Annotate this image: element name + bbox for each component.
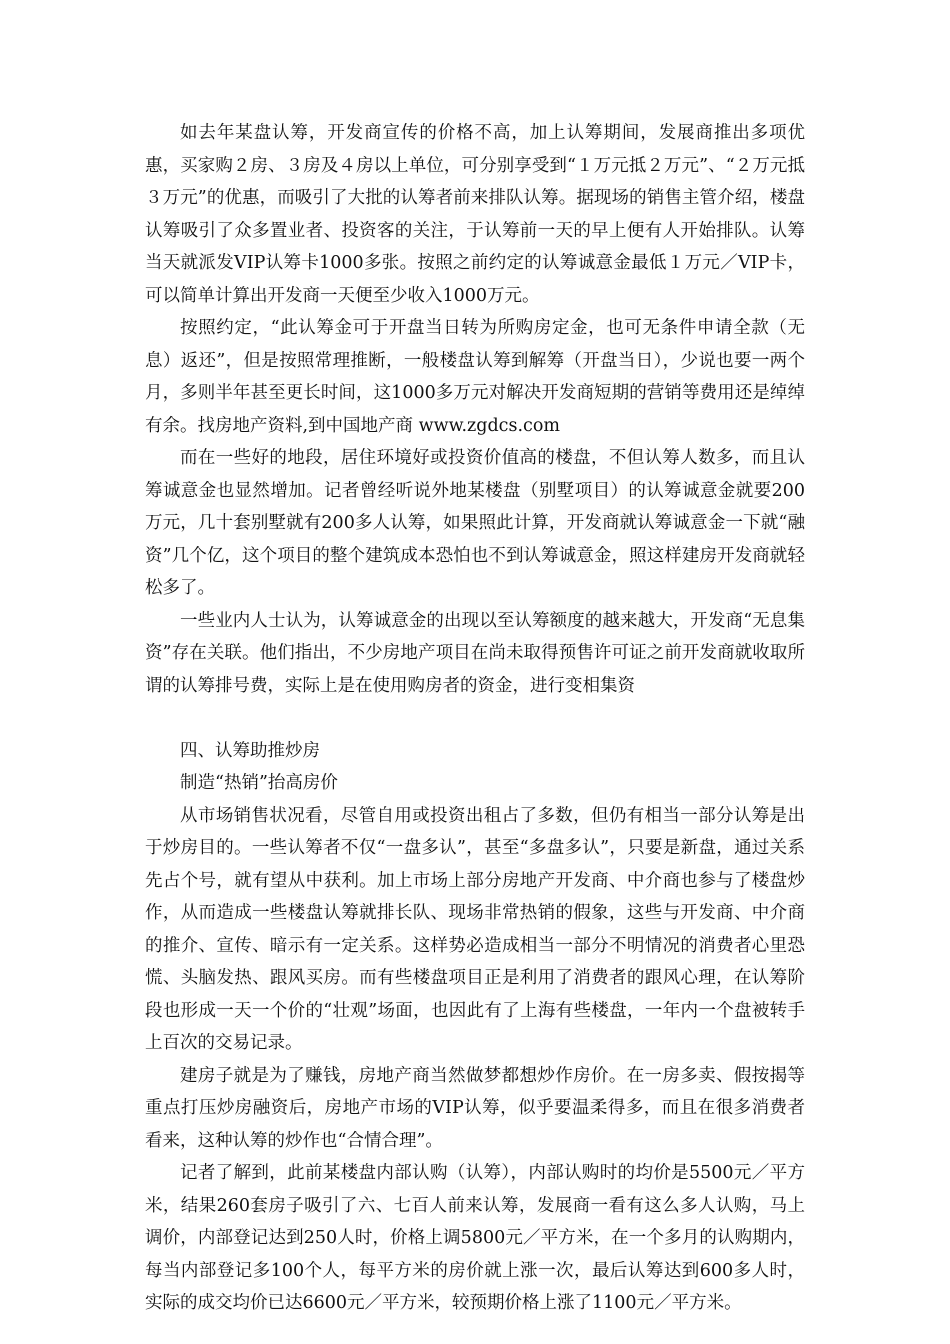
section-spacer bbox=[145, 702, 805, 735]
sub-heading: 制造“热销”抬高房价 bbox=[180, 773, 338, 793]
paragraph-villa-example: 而在一些好的地段，居住环境好或投资价值高的楼盘，不但认筹人数多，而且认筹诚意金也显然增加。记者曾经听说外地某楼盘（别墅项目）的认筹诚意金就要200万元，几十套别墅就有200多人认筹，如果照此计算，开发商就认筹诚意金一下就“融资”几个亿，这个项目的整个建筑成本恐怕也不到认筹诚意金，照这样建房开发商就轻松多了。 bbox=[145, 448, 805, 598]
paragraph-speculation: 从市场销售状况看，尽管自用或投资出租占了多数，但仍有相当一部分认筹是出于炒房目的。一些认筹者不仅“一盘多认”，甚至“多盘多认”，只要是新盘，通过关系先占个号，就有望从中获利。加上市场上部分房地产开发商、中介商也参与了楼盘炒作，从而造成一些楼盘认筹就排长队、现场非常热销的假象，这些与开发商、中介商的推介、宣传、暗示有一定关系。这样势必造成相当一部分不明情况的消费者心里恐慌、头脑发热、跟风买房。而有些楼盘项目正是利用了消费者的跟风心理，在认筹阶段也形成一天一个价的“壮观”场面，也因此有了上海有些楼盘，一年内一个盘被转手上百次的交易记录。 bbox=[145, 805, 805, 1053]
paragraph-presale-example: 如去年某盘认筹，开发商宣传的价格不高，加上认筹期间，发展商推出多项优惠，买家购２房、３房及４房以上单位，可分别享受到“１万元抵２万元”、“２万元抵３万元”的优惠，而吸引了大批的认筹者前来排队认筹。据现场的销售主管介绍，楼盘认筹吸引了众多置业者、投资客的关注，于认筹前一天的早上便有人开始排队。认筹当天就派发VIP认筹卡1000多张。按照之前约定的认筹诚意金最低１万元／VIP卡，可以简单计算出开发商一天便至少收入1000万元。 bbox=[145, 123, 805, 306]
paragraph-developer-profit: 建房子就是为了赚钱，房地产商当然做梦都想炒作房价。在一房多卖、假按揭等重点打压炒房融资后，房地产市场的VIP认筹，似乎要温柔得多，而且在很多消费者看来，这种认筹的炒作也“合情合理”。 bbox=[145, 1065, 805, 1151]
document-body bbox=[145, 117, 805, 1320]
paragraph-refund-terms: 按照约定，“此认筹金可于开盘当日转为所购房定金，也可无条件申请全款（无息）返还”，但是按照常理推断，一般楼盘认筹到解筹（开盘当日），少说也要一两个月，多则半年甚至更长时间，这1000多万元对解决开发商短期的营销等费用还是绰绰有余。找房地产资料,到中国地产商 www.zgdcs.com bbox=[145, 318, 805, 436]
paragraph-price-increase: 记者了解到，此前某楼盘内部认购（认筹），内部认购时的均价是5500元／平方米，结果260套房子吸引了六、七百人前来认筹，发展商一看有这么多人认购，马上调价，内部登记达到250人时，价格上调5800元／平方米，在一个多月的认购期内，每当内部登记多100个人，每平方米的房价就上涨一次，最后认筹达到600多人时，实际的成交均价已达6600元／平方米，较预期价格上涨了1100元／平方米。 bbox=[145, 1163, 805, 1313]
paragraph-industry-view: 一些业内人士认为，认筹诚意金的出现以至认筹额度的越来越大，开发商“无息集资”存在关联。他们指出，不少房地产项目在尚未取得预售许可证之前开发商就收取所谓的认筹排号费，实际上是在使用购房者的资金，进行变相集资 bbox=[145, 610, 805, 696]
section-heading: 四、认筹助推炒房 bbox=[180, 740, 320, 761]
